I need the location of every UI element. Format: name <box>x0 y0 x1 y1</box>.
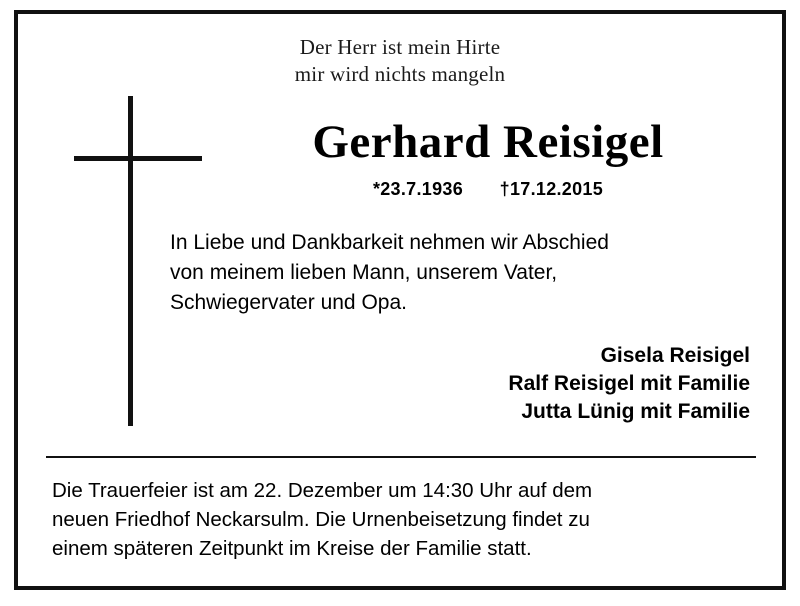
funeral-line-2: neuen Friedhof Neckarsulm. Die Urnenbeisetzung findet zu <box>52 508 590 531</box>
life-dates <box>198 179 778 200</box>
verse-block <box>18 34 782 88</box>
deceased-name: Gerhard Reisigel <box>312 116 664 168</box>
survivor-1: Gisela Reisigel <box>600 344 750 367</box>
birth-date: *23.7.1936 <box>372 179 464 199</box>
obituary-notice-card <box>14 10 786 590</box>
farewell-line-1: In Liebe und Dankbarkeit nehmen wir Abschied <box>170 231 609 254</box>
funeral-details <box>52 476 758 563</box>
section-divider <box>46 456 756 458</box>
cross-horizontal-bar <box>74 156 202 161</box>
survivors-list <box>18 342 764 426</box>
funeral-line-3: einem späteren Zeitpunkt im Kreise der Familie statt. <box>52 537 532 560</box>
verse-line-1: Der Herr ist mein Hirte <box>299 35 501 59</box>
survivor-3: Jutta Lünig mit Familie <box>521 400 750 423</box>
funeral-line-1: Die Trauerfeier ist am 22. Dezember um 14:30 Uhr auf dem <box>52 479 593 502</box>
farewell-line-3: Schwiegervater und Opa. <box>170 291 407 314</box>
obituary-inner <box>18 14 782 586</box>
verse-line-2: mir wird nichts mangeln <box>294 62 506 86</box>
survivor-2: Ralf Reisigel mit Familie <box>508 372 750 395</box>
death-date: †17.12.2015 <box>499 179 604 199</box>
farewell-line-2: von meinem lieben Mann, unserem Vater, <box>170 261 558 284</box>
farewell-message <box>170 228 770 318</box>
